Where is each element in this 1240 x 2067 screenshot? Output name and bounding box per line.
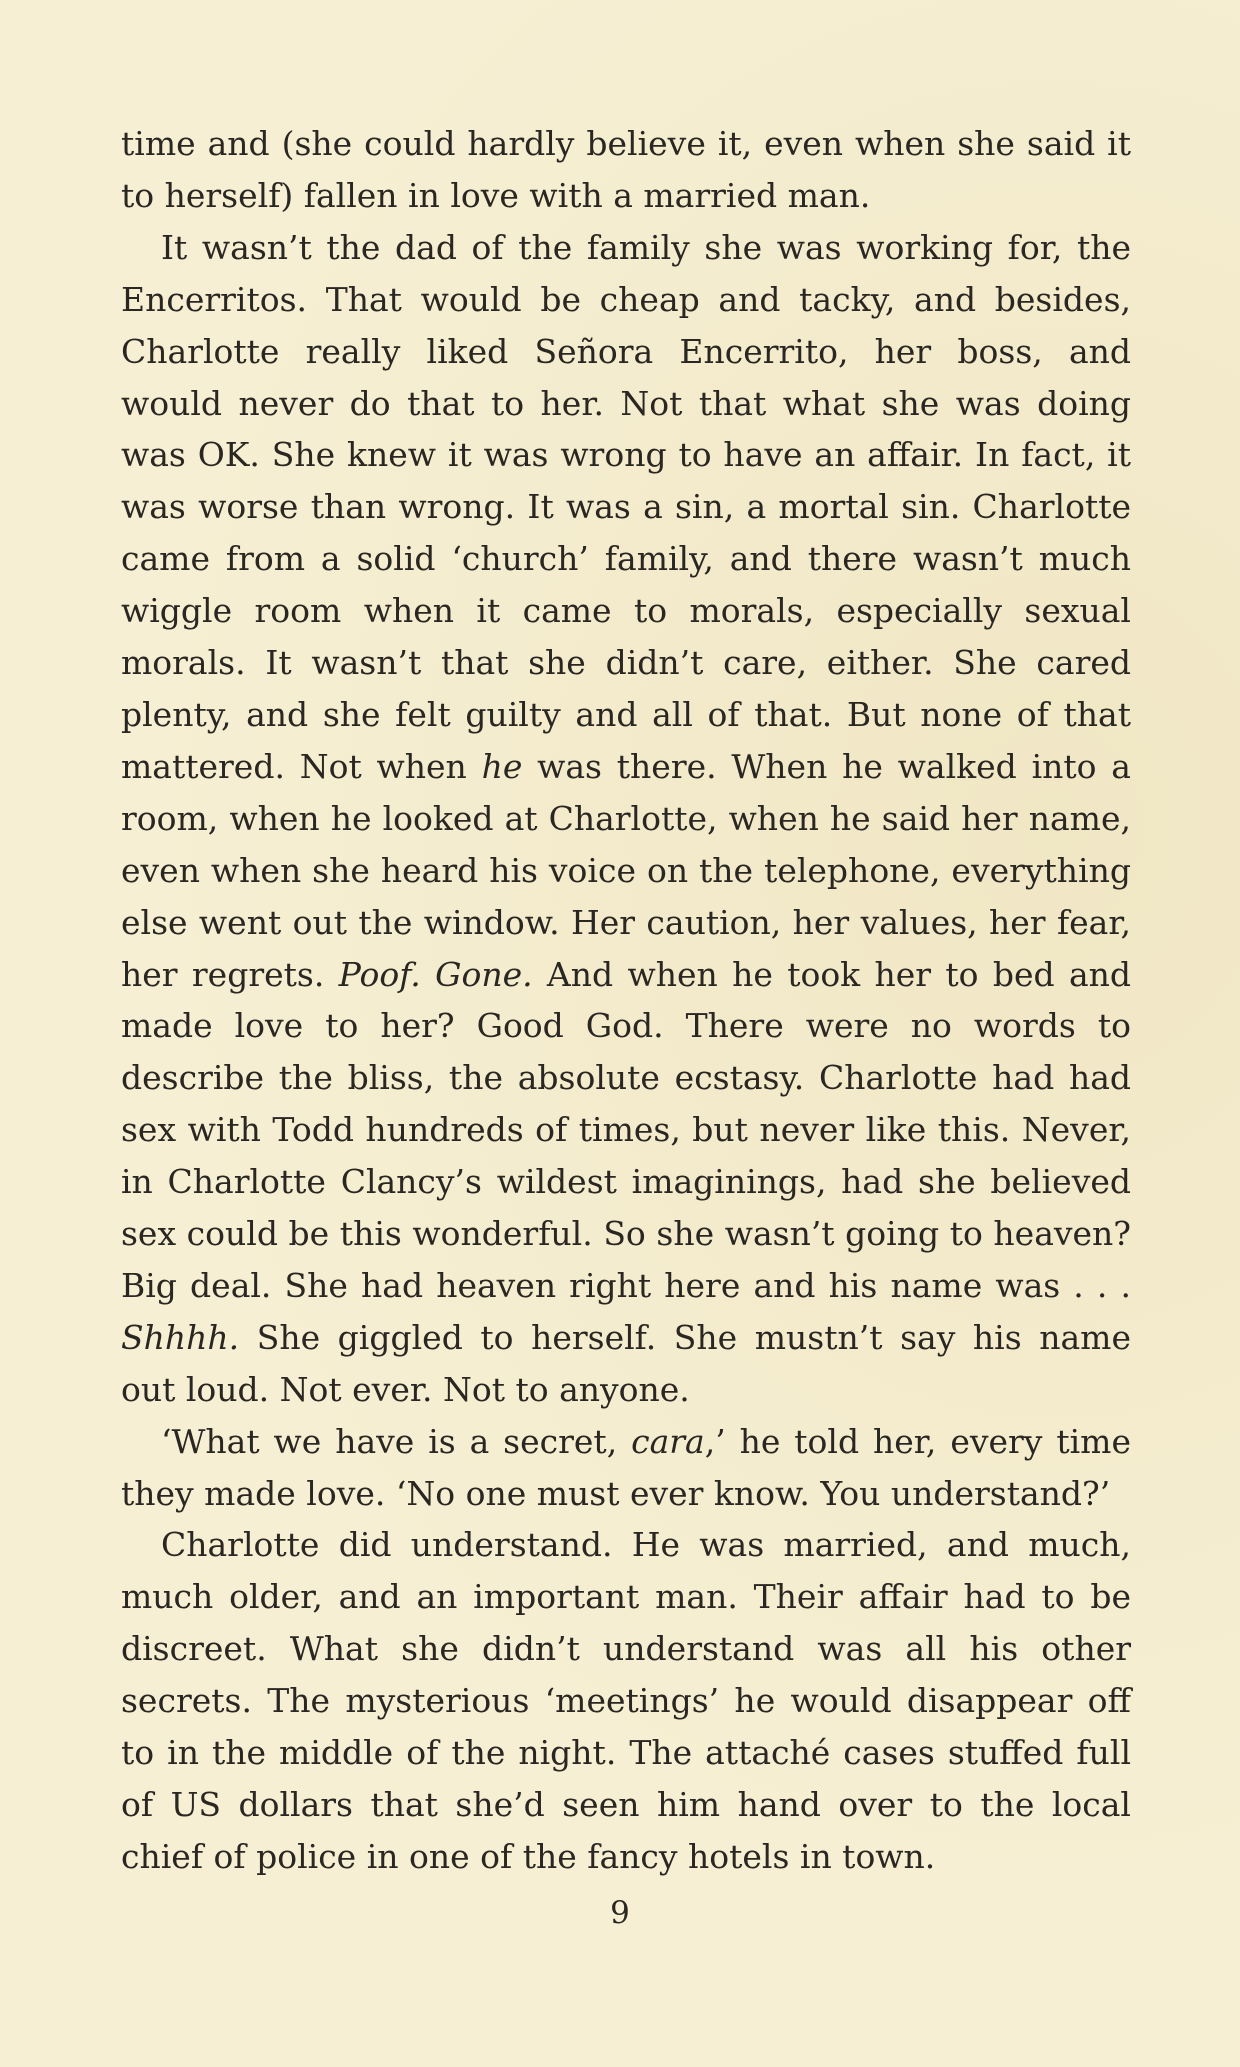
paragraph-2 [121,222,1131,1416]
body-text [121,118,1131,1883]
paragraph-4 [121,1519,1131,1882]
text-run: Charlotte did understand. He was married, and much, much older, and an important man. Their affair had to be discreet. What she didn’t understand was all his other secrets. The mysterious ‘meetings’ he would disappear off to in the middle of the night. The attaché cases stuffed full of US dollars that she’d seen him hand over to the local chief of police in one of the fancy hotels in town. [121,1525,1131,1876]
text-run: It wasn’t the dad of the family she was working for, the Encerritos. That would be cheap and tacky, and besides, Charlotte really liked Señora Encerrito, her boss, and would never do that to her. Not that what she was doing was OK. She knew it was wrong to have an affair. In fact, it was worse than wrong. It was a sin, a mortal sin. Charlotte came from a solid ‘church’ family, and there wasn’t much wiggle room when it came to morals, especially sexual morals. It wasn’t that she didn’t care, either. She cared plenty, and she felt guilty and all of that. But none of that mattered. Not when [121,227,1131,786]
paragraph-1 [121,118,1131,222]
emphasis-shhhh: Shhhh. [121,1317,240,1357]
text-run: ‘What we have is a secret, [161,1421,632,1461]
emphasis-he: he [481,746,523,786]
text-run: She giggled to herself. She mustn’t say his name out loud. Not ever. Not to anyone. [121,1317,1131,1409]
text-run: was there. When he walked into a room, when he looked at Charlotte, when he said her name, even when she heard his voice on the telephone, everything else went out the window. Her caution, her values, her fear, her regrets. [121,746,1131,994]
text-run: time and (she could hardly believe it, even when she said it to herself) fallen in love with a married man. [121,124,1131,215]
emphasis-poof-gone: Poof. Gone. [338,954,533,994]
emphasis-cara: cara [631,1421,705,1461]
page-number: 9 [610,1895,630,1931]
text-run: ,’ he told her, every time they made love. ‘No one must ever know. You understand?’ [121,1421,1131,1513]
paragraph-3 [121,1416,1131,1520]
text-run: And when he took her to bed and made love to her? Good God. There were no words to describe the bliss, the absolute ecstasy. Charlotte had had sex with Todd hundreds of times, but never like this. Never, in Charlotte Clancy’s wildest imaginings, had she believed sex could be this wonderful. So she wasn’t going to heaven? Big deal. She had heaven right here and his name was . . . [121,954,1132,1305]
